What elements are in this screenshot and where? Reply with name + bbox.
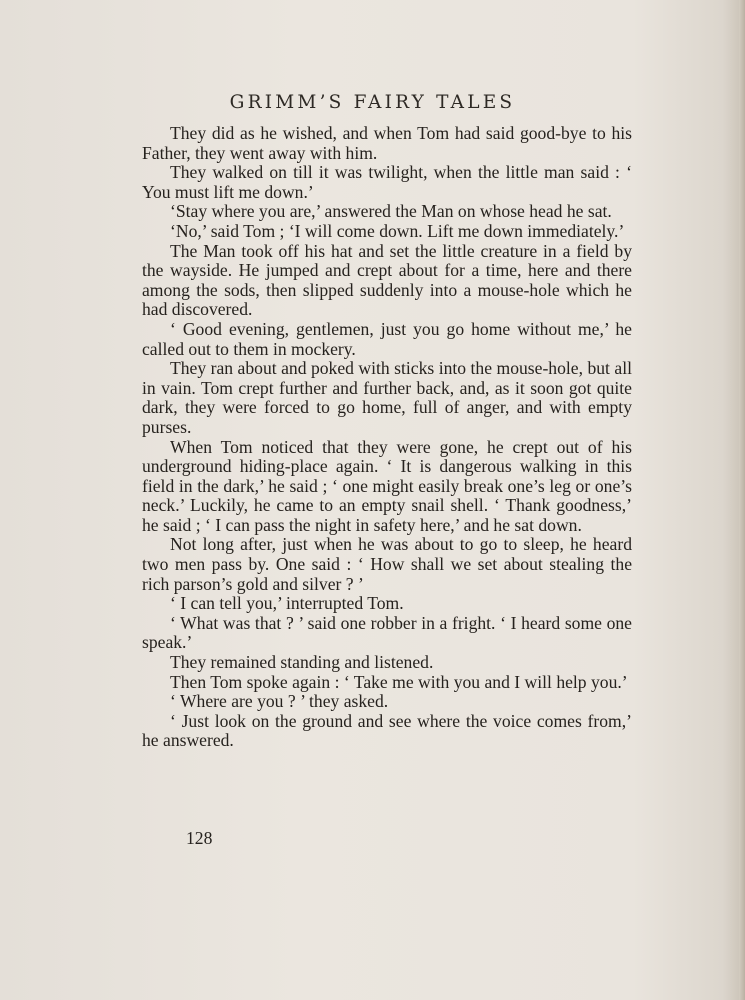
running-title: GRIMM’S FAIRY TALES — [229, 92, 516, 113]
paragraph: ‘No,’ said Tom ; ‘I will come down. Lift me down immediately.’ — [170, 220, 625, 241]
page-edge — [739, 0, 745, 1000]
paragraph: Not long after, just when he was about to go to sleep, he heard two men pass by. One said : ‘ How shall we set about stealing the rich parson’s gold and silver ? ’ — [142, 534, 632, 594]
paragraph: They walked on till it was twilight, when the little man said : ‘ You must lift me down.’ — [142, 162, 632, 202]
paragraph: ‘ I can tell you,’ interrupted Tom. — [170, 593, 404, 614]
paragraph: They ran about and poked with sticks into the mouse-hole, but all in vain. Tom crept further and further back, and, as it soon got quite dark, they were forced to go home, full of anger, and with empty purses. — [142, 358, 632, 437]
paragraph: ‘ Good evening, gentlemen, just you go home without me,’ he called out to them in mockery. — [142, 318, 632, 359]
paragraph: ‘ What was that ? ’ said one robber in a fright. ‘ I heard some one speak.’ — [142, 612, 632, 653]
paragraph: They did as he wished, and when Tom had said good-bye to his Father, they went away with him. — [142, 123, 632, 163]
paragraph: ‘Stay where you are,’ answered the Man on whose head he sat. — [170, 201, 612, 222]
paragraph: ‘ Just look on the ground and see where the voice comes from,’ he answered. — [142, 710, 632, 751]
paragraph: The Man took off his hat and set the little creature in a field by the wayside. He jumped and crept about for a time, here and there among the sods, then slipped suddenly into a mouse-hole which he had discovered. — [142, 240, 632, 320]
paragraph: ‘ Where are you ? ’ they asked. — [170, 691, 389, 712]
page-number: 128 — [186, 828, 213, 848]
paragraph: When Tom noticed that they were gone, he crept out of his underground hiding-place again. ‘ It is dangerous walking in this field in the dark,’ he said ; ‘ one might easily break one’s leg or one’s neck.’ Luckily, he came to an empty snail shell. ‘ Thank goodness,’ he said ; ‘ I can pass the night in safety here,’ and he sat down. — [142, 436, 632, 535]
body-text — [142, 124, 632, 751]
paragraph: They remained standing and listened. — [170, 652, 434, 673]
paragraph: Then Tom spoke again : ‘ Take me with you and I will help you.’ — [170, 671, 628, 692]
